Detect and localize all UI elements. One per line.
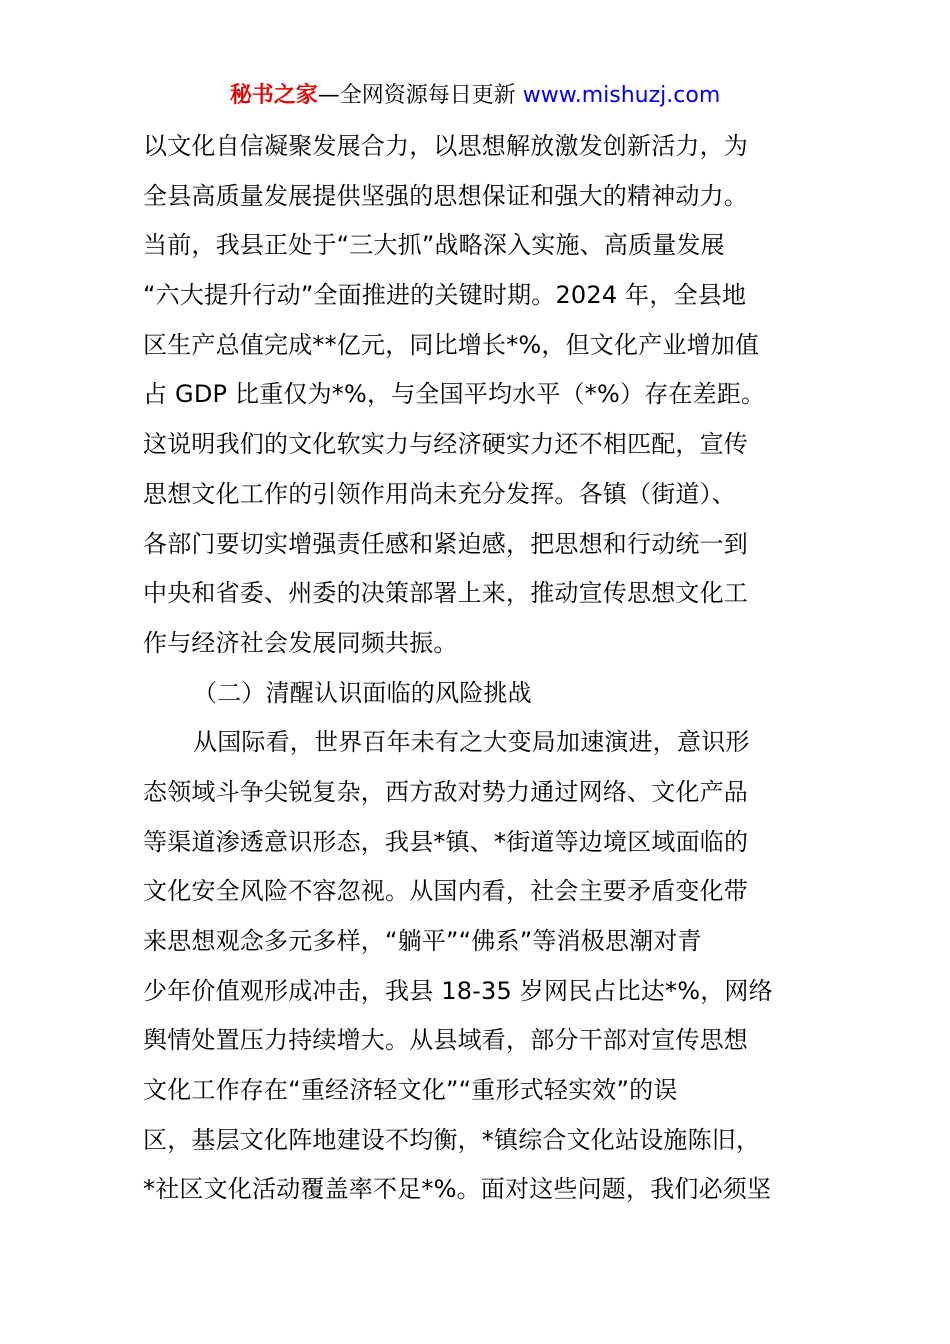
section-heading: （二）清醒认识面临的风险挑战 (193, 678, 532, 707)
text-line: *社区文化活动覆盖率不足*%。面对这些问题，我们必须坚 (143, 1175, 772, 1204)
text-line: 各部门要切实增强责任感和紧迫感，把思想和行动统一到 (143, 529, 748, 558)
text-line: 区，基层文化阵地建设不均衡，*镇综合文化站设施陈旧， (143, 1125, 761, 1154)
text-line: 来思想观念多元多样，“躺平”“佛系”等消极思潮对青 (143, 927, 702, 955)
text-line: 以文化自信凝聚发展合力，以思想解放激发创新活力，为 (143, 132, 748, 160)
text-line: “六大提升行动”全面推进的关键时期。2024 年，全县地 (143, 281, 747, 310)
text-line: 全县高质量发展提供坚强的思想保证和强大的精神动力。 (143, 181, 748, 210)
document-body (143, 122, 823, 1215)
text-line: 文化工作存在“重经济轻文化”“重形式轻实效”的误 (143, 1076, 678, 1105)
text-line: 文化安全风险不容忽视。从国内看，社会主要矛盾变化带 (143, 877, 748, 906)
text-line: 舆情处置压力持续增大。从县域看，部分干部对宣传思想 (143, 1026, 748, 1055)
text-line: 区生产总值完成**亿元，同比增长*%，但文化产业增加值 (143, 330, 760, 359)
text-line: 当前，我县正处于“三大抓”战略深入实施、高质量发展 (143, 231, 725, 260)
site-url[interactable]: www.mishuzj.com (522, 83, 721, 108)
text-line: 作与经济社会发展同频共振。 (143, 628, 458, 657)
text-line: 中央和省委、州委的决策部署上来，推动宣传思想文化工 (143, 579, 748, 608)
text-line: 态领域斗争尖锐复杂，西方敌对势力通过网络、文化产品 (143, 777, 748, 806)
text-line: 从国际看，世界百年未有之大变局加速演进，意识形 (193, 728, 750, 757)
header-tagline: —全网资源每日更新 (317, 83, 523, 108)
text-line: 思想文化工作的引领作用尚未充分发挥。各镇（街道）、 (143, 479, 736, 508)
text-line: 少年价值观形成冲击，我县 18-35 岁网民占比达*%，网络 (143, 976, 773, 1005)
brand-name: 秘书之家 (229, 83, 318, 108)
site-header (0, 80, 950, 112)
text-line: 等渠道渗透意识形态，我县*镇、*街道等边境区域面临的 (143, 827, 749, 856)
text-line: 占 GDP 比重仅为*%，与全国平均水平（*%）存在差距。 (143, 380, 766, 409)
text-line: 这说明我们的文化软实力与经济硬实力还不相匹配，宣传 (143, 430, 748, 459)
